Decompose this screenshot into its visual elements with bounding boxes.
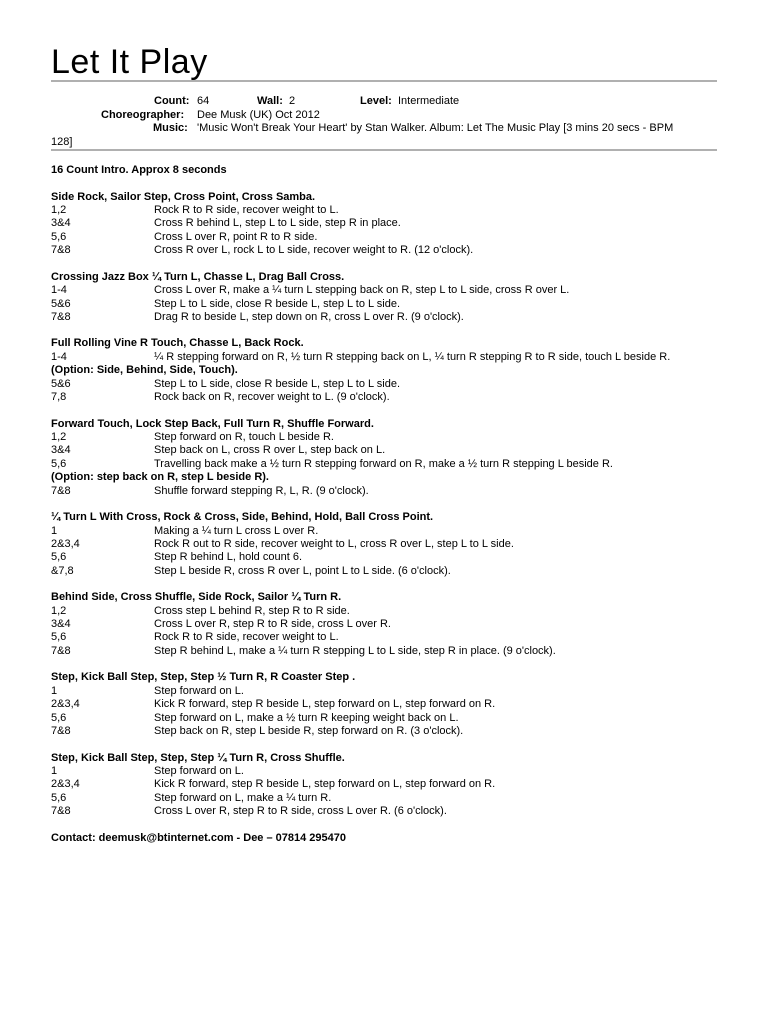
dance-meta	[51, 95, 717, 149]
step-section	[51, 511, 717, 578]
step-count: 1-4	[51, 350, 67, 363]
step-count: 7&8	[51, 310, 71, 323]
choreographer-value: Dee Musk (UK) Oct 2012	[197, 108, 320, 121]
step-row	[51, 605, 717, 618]
step-text: Step forward on L, make a ¼ turn R.	[154, 791, 332, 804]
step-count: 7&8	[51, 484, 71, 497]
step-row	[51, 805, 717, 818]
step-text: Step forward on R, touch L beside R.	[154, 431, 334, 443]
step-text: Shuffle forward stepping R, L, R. (9 o'clock).	[154, 484, 369, 497]
step-row	[51, 792, 717, 805]
step-count: 1-4	[51, 284, 67, 297]
step-count: 5&6	[51, 297, 71, 310]
step-row	[51, 618, 717, 631]
step-count: 7&8	[51, 244, 71, 257]
section-title: Behind Side, Cross Shuffle, Side Rock, Sailor ¼ Turn R.	[51, 591, 342, 604]
wall-label: Wall:	[257, 95, 283, 107]
step-text: Cross L over R, point R to R side.	[154, 230, 318, 243]
step-row	[51, 244, 717, 257]
step-description	[51, 164, 717, 845]
step-row	[51, 378, 717, 391]
step-text: Rock R out to R side, recover weight to L, cross R over L, step L to L side.	[154, 537, 514, 550]
step-row	[51, 631, 717, 644]
step-row	[51, 431, 717, 444]
section-title: Forward Touch, Lock Step Back, Full Turn R, Shuffle Forward.	[51, 417, 374, 430]
step-count: 5,6	[51, 551, 67, 564]
level-label: Level:	[360, 95, 392, 107]
step-count: 3&4	[51, 217, 71, 230]
step-count: 1,2	[51, 203, 67, 216]
step-count: 1	[51, 524, 58, 537]
step-text: Step R behind L, make a ¼ turn R stepping L to L side, step R in place. (9 o'clock).	[154, 644, 556, 657]
step-text: Step L to L side, close R beside L, step L to L side.	[154, 377, 401, 390]
step-section	[51, 752, 717, 819]
music-value-continued: 128]	[51, 135, 73, 148]
step-text: Kick R forward, step R beside L, step forward on L, step forward on R.	[154, 698, 496, 711]
step-text: Cross L over R, make a ¼ turn L stepping back on R, step L to L side, cross R over L.	[154, 284, 570, 297]
step-row	[51, 458, 717, 471]
step-section	[51, 337, 717, 404]
step-row	[51, 765, 717, 778]
step-text: Step forward on L, make a ½ turn R keeping weight back on L.	[154, 711, 459, 724]
step-row	[51, 444, 717, 457]
step-count: 1,2	[51, 431, 67, 443]
step-count: 1,2	[51, 604, 67, 617]
step-count: &7,8	[51, 564, 74, 577]
step-text: Step forward on L.	[154, 764, 244, 777]
step-count: 5,6	[51, 631, 67, 644]
step-section	[51, 418, 717, 498]
step-row	[51, 231, 717, 244]
step-text: Step back on R, step L beside R, step forward on R. (3 o'clock).	[154, 724, 464, 737]
step-row	[51, 217, 717, 230]
step-text: Step back on L, cross R over L, step back on L.	[154, 444, 386, 457]
count-label: Count:	[154, 95, 190, 107]
option-note: (Option: step back on R, step L beside R).	[51, 471, 269, 484]
step-text: ¼ R stepping forward on R, ½ turn R stepping back on L, ¼ turn R stepping R to R side, touch L beside R.	[154, 350, 671, 363]
section-title: Step, Kick Ball Step, Step, Step ¼ Turn R, Cross Shuffle.	[51, 751, 345, 764]
step-row	[51, 391, 717, 404]
step-row	[51, 538, 717, 551]
step-text: Step L to L side, close R beside L, step L to L side.	[154, 297, 401, 310]
step-row	[51, 311, 717, 324]
step-count: 7&8	[51, 724, 71, 737]
step-text: Cross L over R, step R to R side, cross L over R.	[154, 618, 391, 631]
option-note: (Option: Side, Behind, Side, Touch).	[51, 364, 238, 377]
step-count: 1	[51, 684, 58, 697]
step-row	[51, 551, 717, 564]
step-count: 5,6	[51, 230, 67, 243]
step-text: Cross L over R, step R to R side, cross L over R. (6 o'clock).	[154, 805, 447, 818]
section-title: Full Rolling Vine R Touch, Chasse L, Back Rock.	[51, 337, 304, 350]
step-section	[51, 191, 717, 258]
step-row	[51, 204, 717, 217]
dance-title: Let It Play	[51, 43, 208, 81]
step-count: 5,6	[51, 791, 67, 804]
step-text: Making a ¼ turn L cross L over R.	[154, 524, 319, 537]
step-text: Kick R forward, step R beside L, step forward on L, step forward on R.	[154, 778, 496, 791]
step-count: 7,8	[51, 391, 67, 404]
step-count: 7&8	[51, 805, 71, 818]
section-title: Crossing Jazz Box ¼ Turn L, Chasse L, Drag Ball Cross.	[51, 270, 345, 283]
step-section	[51, 671, 717, 738]
step-text: Rock R to R side, recover weight to L.	[154, 203, 339, 216]
step-count: 3&4	[51, 444, 71, 457]
music-label: Music:	[153, 122, 188, 134]
step-text: Step forward on L.	[154, 684, 244, 697]
level-value: Intermediate	[398, 95, 460, 107]
step-text: Cross R over L, rock L to L side, recover weight to R. (12 o'clock).	[154, 244, 474, 257]
step-count: 5&6	[51, 377, 71, 390]
step-count: 5,6	[51, 457, 67, 470]
step-text: Step R behind L, hold count 6.	[154, 551, 302, 564]
choreographer-label: Choreographer:	[101, 108, 185, 121]
step-row	[51, 698, 717, 711]
step-text: Rock back on R, recover weight to L. (9 o'clock).	[154, 391, 390, 404]
step-row	[51, 778, 717, 791]
step-row	[51, 485, 717, 498]
meta-row-count-wall-level	[51, 95, 717, 109]
step-row	[51, 565, 717, 578]
step-count: 1	[51, 764, 58, 777]
title-divider	[51, 80, 717, 82]
wall-value: 2	[289, 95, 296, 107]
step-row	[51, 712, 717, 725]
sections-list	[51, 191, 717, 819]
music-value: 'Music Won't Break Your Heart' by Stan Walker. Album: Let The Music Play [3 mins 20 secs - BPM	[197, 122, 674, 134]
step-count: 7&8	[51, 644, 71, 657]
section-title: Step, Kick Ball Step, Step, Step ½ Turn R, R Coaster Step .	[51, 671, 356, 684]
meta-row-music	[51, 122, 717, 136]
step-row	[51, 645, 717, 658]
step-count: 2&3,4	[51, 698, 80, 711]
section-title: Side Rock, Sailor Step, Cross Point, Cross Samba.	[51, 190, 316, 203]
step-row	[51, 284, 717, 297]
step-count: 3&4	[51, 618, 71, 631]
step-text: Drag R to beside L, step down on R, cross L over R. (9 o'clock).	[154, 310, 464, 323]
step-text: Cross step L behind R, step R to R side.	[154, 604, 350, 617]
meta-row-choreographer	[51, 109, 717, 123]
step-count: 5,6	[51, 711, 67, 724]
meta-divider	[51, 149, 717, 151]
step-count: 2&3,4	[51, 778, 80, 791]
step-row	[51, 525, 717, 538]
step-text: Step L beside R, cross R over L, point L to L side. (6 o'clock).	[154, 564, 451, 577]
step-section	[51, 591, 717, 658]
intro-note: 16 Count Intro. Approx 8 seconds	[51, 164, 227, 176]
step-section	[51, 271, 717, 325]
step-row	[51, 298, 717, 311]
contact-line: Contact: deemusk@btinternet.com - Dee – 07814 295470	[51, 831, 347, 844]
section-title: ¼ Turn L With Cross, Rock & Cross, Side, Behind, Hold, Ball Cross Point.	[51, 511, 434, 524]
step-row	[51, 725, 717, 738]
step-row	[51, 351, 717, 364]
step-text: Rock R to R side, recover weight to L.	[154, 631, 339, 644]
step-count: 2&3,4	[51, 537, 80, 550]
step-text: Travelling back make a ½ turn R stepping forward on R, make a ½ turn R stepping L beside R.	[154, 457, 613, 470]
step-text: Cross R behind L, step L to L side, step R in place.	[154, 217, 401, 230]
count-value: 64	[197, 95, 210, 107]
step-row	[51, 685, 717, 698]
